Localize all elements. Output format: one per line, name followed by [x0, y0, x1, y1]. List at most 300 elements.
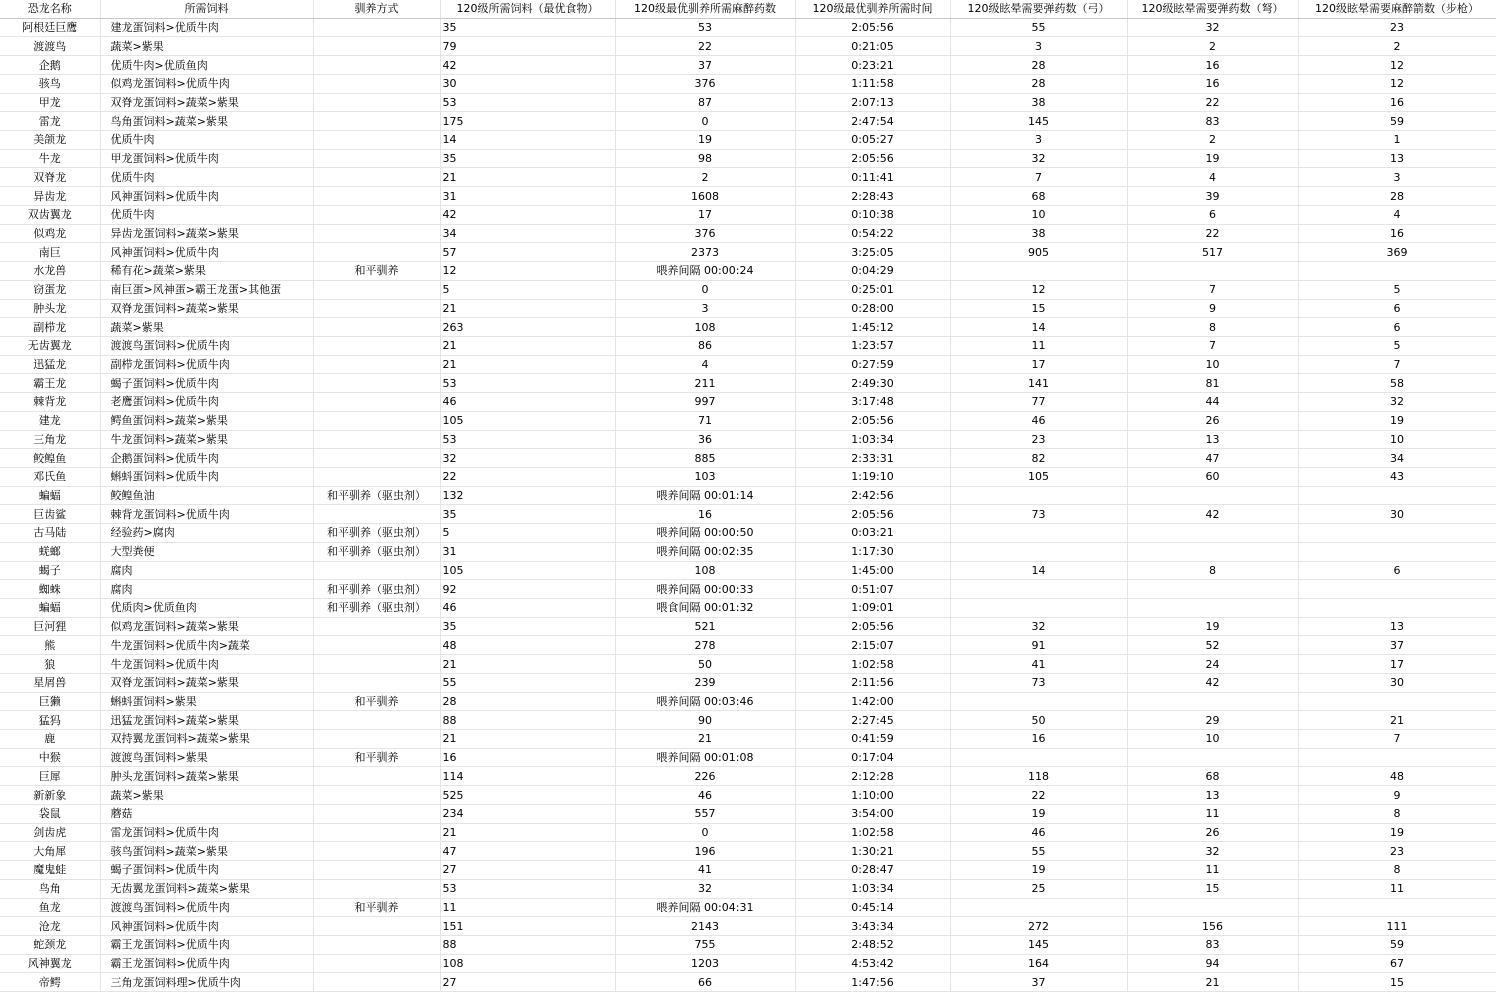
cell-time[interactable]: 2:05:56: [795, 149, 950, 168]
cell-crossbow[interactable]: 81: [1127, 374, 1298, 393]
cell-method[interactable]: [313, 767, 440, 786]
cell-rifle[interactable]: [1298, 898, 1496, 917]
cell-time[interactable]: 0:45:14: [795, 898, 950, 917]
cell-crossbow[interactable]: 7: [1127, 336, 1298, 355]
cell-narcotics[interactable]: 0: [615, 823, 795, 842]
cell-time[interactable]: 1:10:00: [795, 786, 950, 805]
cell-feed-amount[interactable]: 105: [440, 561, 615, 580]
cell-crossbow[interactable]: 19: [1127, 149, 1298, 168]
cell-name[interactable]: 邓氏鱼: [0, 467, 100, 486]
cell-narcotics[interactable]: 196: [615, 842, 795, 861]
cell-time[interactable]: 0:23:21: [795, 56, 950, 75]
cell-crossbow[interactable]: 2: [1127, 131, 1298, 150]
cell-method[interactable]: [313, 224, 440, 243]
cell-bow[interactable]: 3: [950, 37, 1127, 56]
cell-feed[interactable]: 风神蛋饲料>优质牛肉: [100, 917, 313, 936]
cell-rifle[interactable]: [1298, 599, 1496, 618]
cell-feed-amount[interactable]: 21: [440, 730, 615, 749]
cell-crossbow[interactable]: 32: [1127, 18, 1298, 37]
cell-method[interactable]: [313, 730, 440, 749]
cell-bow[interactable]: 145: [950, 112, 1127, 131]
cell-rifle[interactable]: 12: [1298, 56, 1496, 75]
cell-feed-amount[interactable]: 14: [440, 131, 615, 150]
cell-bow[interactable]: 68: [950, 187, 1127, 206]
cell-method[interactable]: [313, 168, 440, 187]
cell-time[interactable]: 1:02:58: [795, 823, 950, 842]
cell-rifle[interactable]: 30: [1298, 673, 1496, 692]
cell-rifle[interactable]: 21: [1298, 711, 1496, 730]
cell-rifle[interactable]: 16: [1298, 93, 1496, 112]
cell-feed[interactable]: 蝌蚪蛋饲料>优质牛肉: [100, 467, 313, 486]
cell-narcotics[interactable]: 22: [615, 37, 795, 56]
cell-bow[interactable]: [950, 542, 1127, 561]
cell-feed[interactable]: 建龙蛋饲料>优质牛肉: [100, 18, 313, 37]
cell-feed[interactable]: 腐肉: [100, 580, 313, 599]
cell-time[interactable]: 0:27:59: [795, 355, 950, 374]
cell-feed[interactable]: 渡渡鸟蛋饲料>紫果: [100, 748, 313, 767]
cell-time[interactable]: 2:48:52: [795, 935, 950, 954]
cell-method[interactable]: [313, 786, 440, 805]
cell-crossbow[interactable]: 26: [1127, 411, 1298, 430]
cell-bow[interactable]: [950, 599, 1127, 618]
cell-crossbow[interactable]: 11: [1127, 861, 1298, 880]
cell-narcotics[interactable]: 2373: [615, 243, 795, 262]
cell-rifle[interactable]: 59: [1298, 935, 1496, 954]
cell-rifle[interactable]: 28: [1298, 187, 1496, 206]
cell-method[interactable]: [313, 74, 440, 93]
cell-method[interactable]: [313, 112, 440, 131]
cell-crossbow[interactable]: [1127, 542, 1298, 561]
cell-method[interactable]: [313, 355, 440, 374]
cell-bow[interactable]: [950, 486, 1127, 505]
cell-feed[interactable]: 副栉龙蛋饲料>优质牛肉: [100, 355, 313, 374]
cell-bow[interactable]: 50: [950, 711, 1127, 730]
cell-narcotics[interactable]: 103: [615, 467, 795, 486]
cell-name[interactable]: 无齿翼龙: [0, 336, 100, 355]
cell-feed-amount[interactable]: 234: [440, 804, 615, 823]
cell-bow[interactable]: 73: [950, 673, 1127, 692]
cell-time[interactable]: 2:49:30: [795, 374, 950, 393]
cell-name[interactable]: 蝎子: [0, 561, 100, 580]
cell-bow[interactable]: 17: [950, 355, 1127, 374]
cell-time[interactable]: 2:42:56: [795, 486, 950, 505]
cell-feed-amount[interactable]: 5: [440, 524, 615, 543]
cell-feed-amount[interactable]: 16: [440, 748, 615, 767]
cell-bow[interactable]: 46: [950, 411, 1127, 430]
cell-rifle[interactable]: 6: [1298, 318, 1496, 337]
cell-crossbow[interactable]: [1127, 262, 1298, 281]
cell-crossbow[interactable]: 94: [1127, 954, 1298, 973]
cell-rifle[interactable]: 34: [1298, 449, 1496, 468]
cell-feed[interactable]: 优质牛肉: [100, 168, 313, 187]
cell-name[interactable]: 企鹅: [0, 56, 100, 75]
cell-feed[interactable]: 风神蛋饲料>优质牛肉: [100, 187, 313, 206]
cell-feed-amount[interactable]: 35: [440, 149, 615, 168]
cell-bow[interactable]: 164: [950, 954, 1127, 973]
cell-narcotics[interactable]: 521: [615, 617, 795, 636]
cell-time[interactable]: 2:05:56: [795, 18, 950, 37]
cell-time[interactable]: 2:05:56: [795, 505, 950, 524]
cell-name[interactable]: 巨犀: [0, 767, 100, 786]
cell-time[interactable]: 0:28:47: [795, 861, 950, 880]
cell-narcotics[interactable]: 21: [615, 730, 795, 749]
cell-feed[interactable]: 老鹰蛋饲料>优质牛肉: [100, 393, 313, 412]
cell-time[interactable]: 0:51:07: [795, 580, 950, 599]
cell-rifle[interactable]: 19: [1298, 411, 1496, 430]
cell-feed[interactable]: 大型粪便: [100, 542, 313, 561]
cell-name[interactable]: 巨齿鲨: [0, 505, 100, 524]
cell-bow[interactable]: [950, 524, 1127, 543]
cell-bow[interactable]: 25: [950, 879, 1127, 898]
cell-bow[interactable]: 38: [950, 93, 1127, 112]
cell-bow[interactable]: 7: [950, 168, 1127, 187]
cell-method[interactable]: [313, 393, 440, 412]
cell-name[interactable]: 古马陆: [0, 524, 100, 543]
cell-method[interactable]: [313, 655, 440, 674]
cell-feed-amount[interactable]: 46: [440, 393, 615, 412]
cell-narcotics[interactable]: 0: [615, 280, 795, 299]
cell-rifle[interactable]: 369: [1298, 243, 1496, 262]
cell-time[interactable]: 1:23:57: [795, 336, 950, 355]
cell-narcotics[interactable]: 50: [615, 655, 795, 674]
cell-name[interactable]: 魔鬼蛙: [0, 861, 100, 880]
cell-feed-amount[interactable]: 53: [440, 879, 615, 898]
cell-method[interactable]: [313, 636, 440, 655]
cell-feed-amount[interactable]: 21: [440, 355, 615, 374]
cell-feed[interactable]: 甲龙蛋饲料>优质牛肉: [100, 149, 313, 168]
cell-rifle[interactable]: [1298, 486, 1496, 505]
cell-time[interactable]: 0:25:01: [795, 280, 950, 299]
cell-method[interactable]: [313, 336, 440, 355]
cell-rifle[interactable]: 67: [1298, 954, 1496, 973]
col-header-narcotics[interactable]: 120级最优驯养所需麻醉药数: [615, 0, 795, 18]
cell-time[interactable]: 1:30:21: [795, 842, 950, 861]
cell-feed-amount[interactable]: 35: [440, 505, 615, 524]
cell-rifle[interactable]: 19: [1298, 823, 1496, 842]
cell-feed-amount[interactable]: 21: [440, 823, 615, 842]
cell-feed[interactable]: 蔬菜>紫果: [100, 37, 313, 56]
cell-narcotics[interactable]: 喂养间隔 00:00:50: [615, 524, 795, 543]
cell-name[interactable]: 肿头龙: [0, 299, 100, 318]
cell-crossbow[interactable]: 24: [1127, 655, 1298, 674]
cell-bow[interactable]: [950, 898, 1127, 917]
cell-method[interactable]: [313, 449, 440, 468]
cell-method[interactable]: [313, 131, 440, 150]
cell-crossbow[interactable]: 39: [1127, 187, 1298, 206]
cell-crossbow[interactable]: 83: [1127, 112, 1298, 131]
cell-narcotics[interactable]: 喂养间隔 00:00:24: [615, 262, 795, 281]
cell-crossbow[interactable]: 21: [1127, 973, 1298, 992]
cell-time[interactable]: 3:54:00: [795, 804, 950, 823]
cell-crossbow[interactable]: 10: [1127, 355, 1298, 374]
cell-name[interactable]: 水龙兽: [0, 262, 100, 281]
cell-time[interactable]: 1:45:00: [795, 561, 950, 580]
cell-narcotics[interactable]: 108: [615, 561, 795, 580]
cell-method[interactable]: [313, 935, 440, 954]
cell-method[interactable]: [313, 842, 440, 861]
cell-feed[interactable]: 牛龙蛋饲料>优质牛肉: [100, 655, 313, 674]
cell-narcotics[interactable]: 1203: [615, 954, 795, 973]
col-header-crossbow[interactable]: 120级眩晕需要弹药数（弩）: [1127, 0, 1298, 18]
cell-crossbow[interactable]: 22: [1127, 224, 1298, 243]
cell-crossbow[interactable]: 68: [1127, 767, 1298, 786]
cell-narcotics[interactable]: 86: [615, 336, 795, 355]
cell-rifle[interactable]: [1298, 692, 1496, 711]
cell-rifle[interactable]: 59: [1298, 112, 1496, 131]
cell-time[interactable]: 1:47:56: [795, 973, 950, 992]
cell-rifle[interactable]: 6: [1298, 561, 1496, 580]
cell-crossbow[interactable]: 6: [1127, 205, 1298, 224]
cell-narcotics[interactable]: 32: [615, 879, 795, 898]
cell-crossbow[interactable]: 10: [1127, 730, 1298, 749]
cell-time[interactable]: 1:02:58: [795, 655, 950, 674]
cell-feed-amount[interactable]: 21: [440, 299, 615, 318]
cell-crossbow[interactable]: 4: [1127, 168, 1298, 187]
cell-narcotics[interactable]: 2: [615, 168, 795, 187]
cell-name[interactable]: 美颌龙: [0, 131, 100, 150]
cell-feed-amount[interactable]: 525: [440, 786, 615, 805]
col-header-time[interactable]: 120级最优驯养所需时间: [795, 0, 950, 18]
cell-feed[interactable]: 牛龙蛋饲料>蔬菜>紫果: [100, 430, 313, 449]
cell-name[interactable]: 棘背龙: [0, 393, 100, 412]
cell-crossbow[interactable]: 13: [1127, 430, 1298, 449]
cell-time[interactable]: 0:11:41: [795, 168, 950, 187]
cell-narcotics[interactable]: 16: [615, 505, 795, 524]
cell-method[interactable]: 和平驯养: [313, 692, 440, 711]
cell-name[interactable]: 鸟角: [0, 879, 100, 898]
cell-feed-amount[interactable]: 22: [440, 467, 615, 486]
cell-name[interactable]: 南巨: [0, 243, 100, 262]
cell-bow[interactable]: 77: [950, 393, 1127, 412]
cell-time[interactable]: 2:07:13: [795, 93, 950, 112]
cell-crossbow[interactable]: [1127, 692, 1298, 711]
cell-feed[interactable]: 双脊龙蛋饲料>蔬菜>紫果: [100, 93, 313, 112]
cell-method[interactable]: [313, 149, 440, 168]
cell-bow[interactable]: 38: [950, 224, 1127, 243]
col-header-rifle[interactable]: 120级眩晕需要麻醉箭数（步枪）: [1298, 0, 1496, 18]
cell-method[interactable]: [313, 973, 440, 992]
cell-narcotics[interactable]: 885: [615, 449, 795, 468]
cell-rifle[interactable]: [1298, 262, 1496, 281]
cell-feed-amount[interactable]: 79: [440, 37, 615, 56]
cell-feed-amount[interactable]: 27: [440, 973, 615, 992]
cell-bow[interactable]: 55: [950, 18, 1127, 37]
cell-rifle[interactable]: 16: [1298, 224, 1496, 243]
cell-feed[interactable]: 企鹅蛋饲料>优质牛肉: [100, 449, 313, 468]
cell-bow[interactable]: 14: [950, 561, 1127, 580]
cell-crossbow[interactable]: 9: [1127, 299, 1298, 318]
cell-narcotics[interactable]: 36: [615, 430, 795, 449]
cell-feed[interactable]: 似鸡龙蛋饲料>优质牛肉: [100, 74, 313, 93]
cell-crossbow[interactable]: 7: [1127, 280, 1298, 299]
cell-method[interactable]: [313, 711, 440, 730]
cell-feed-amount[interactable]: 42: [440, 56, 615, 75]
cell-name[interactable]: 三角龙: [0, 430, 100, 449]
cell-feed[interactable]: 稀有花>蔬菜>紫果: [100, 262, 313, 281]
cell-feed-amount[interactable]: 263: [440, 318, 615, 337]
cell-time[interactable]: 1:42:00: [795, 692, 950, 711]
cell-feed[interactable]: 优质牛肉>优质鱼肉: [100, 56, 313, 75]
cell-crossbow[interactable]: 29: [1127, 711, 1298, 730]
cell-feed[interactable]: 肿头龙蛋饲料>蔬菜>紫果: [100, 767, 313, 786]
cell-narcotics[interactable]: 19: [615, 131, 795, 150]
cell-name[interactable]: 猛犸: [0, 711, 100, 730]
cell-rifle[interactable]: 23: [1298, 18, 1496, 37]
cell-name[interactable]: 双齿翼龙: [0, 205, 100, 224]
cell-crossbow[interactable]: 15: [1127, 879, 1298, 898]
cell-method[interactable]: [313, 93, 440, 112]
cell-bow[interactable]: 55: [950, 842, 1127, 861]
cell-crossbow[interactable]: 16: [1127, 74, 1298, 93]
cell-time[interactable]: 0:04:29: [795, 262, 950, 281]
cell-bow[interactable]: 73: [950, 505, 1127, 524]
cell-bow[interactable]: 28: [950, 74, 1127, 93]
cell-narcotics[interactable]: 0: [615, 112, 795, 131]
cell-rifle[interactable]: 23: [1298, 842, 1496, 861]
cell-bow[interactable]: 19: [950, 804, 1127, 823]
cell-bow[interactable]: 16: [950, 730, 1127, 749]
cell-method[interactable]: 和平驯养（驱虫剂）: [313, 486, 440, 505]
cell-time[interactable]: 2:12:28: [795, 767, 950, 786]
cell-name[interactable]: 剑齿虎: [0, 823, 100, 842]
cell-time[interactable]: 2:05:56: [795, 411, 950, 430]
cell-feed[interactable]: 棘背龙蛋饲料>优质牛肉: [100, 505, 313, 524]
cell-method[interactable]: 和平驯养: [313, 898, 440, 917]
cell-rifle[interactable]: 7: [1298, 730, 1496, 749]
cell-time[interactable]: 0:28:00: [795, 299, 950, 318]
cell-feed-amount[interactable]: 151: [440, 917, 615, 936]
cell-time[interactable]: 2:33:31: [795, 449, 950, 468]
cell-rifle[interactable]: [1298, 580, 1496, 599]
cell-feed[interactable]: 迅猛龙蛋饲料>蔬菜>紫果: [100, 711, 313, 730]
cell-rifle[interactable]: 111: [1298, 917, 1496, 936]
cell-name[interactable]: 霸王龙: [0, 374, 100, 393]
cell-name[interactable]: 窃蛋龙: [0, 280, 100, 299]
cell-method[interactable]: 和平驯养（驱虫剂）: [313, 599, 440, 618]
cell-feed[interactable]: 鲛鳇鱼油: [100, 486, 313, 505]
cell-rifle[interactable]: 11: [1298, 879, 1496, 898]
cell-bow[interactable]: 46: [950, 823, 1127, 842]
cell-feed[interactable]: 优质牛肉: [100, 131, 313, 150]
cell-feed[interactable]: 骇鸟蛋饲料>蔬菜>紫果: [100, 842, 313, 861]
cell-feed[interactable]: 腐肉: [100, 561, 313, 580]
cell-bow[interactable]: 37: [950, 973, 1127, 992]
cell-feed-amount[interactable]: 92: [440, 580, 615, 599]
cell-time[interactable]: 2:05:56: [795, 617, 950, 636]
cell-name[interactable]: 大角犀: [0, 842, 100, 861]
cell-rifle[interactable]: 48: [1298, 767, 1496, 786]
cell-rifle[interactable]: [1298, 748, 1496, 767]
cell-rifle[interactable]: 5: [1298, 336, 1496, 355]
col-header-name[interactable]: 恐龙名称: [0, 0, 100, 18]
cell-name[interactable]: 蝙蝠: [0, 599, 100, 618]
cell-bow[interactable]: 105: [950, 467, 1127, 486]
cell-feed-amount[interactable]: 53: [440, 374, 615, 393]
cell-feed[interactable]: 蝎子蛋饲料>优质牛肉: [100, 861, 313, 880]
cell-feed[interactable]: 双脊龙蛋饲料>蔬菜>紫果: [100, 299, 313, 318]
cell-rifle[interactable]: 32: [1298, 393, 1496, 412]
cell-crossbow[interactable]: 517: [1127, 243, 1298, 262]
cell-name[interactable]: 帝鳄: [0, 973, 100, 992]
cell-narcotics[interactable]: 376: [615, 224, 795, 243]
cell-name[interactable]: 雷龙: [0, 112, 100, 131]
cell-name[interactable]: 双脊龙: [0, 168, 100, 187]
cell-narcotics[interactable]: 239: [615, 673, 795, 692]
cell-method[interactable]: [313, 411, 440, 430]
cell-feed-amount[interactable]: 48: [440, 636, 615, 655]
cell-feed-amount[interactable]: 175: [440, 112, 615, 131]
cell-feed[interactable]: 霸王龙蛋饲料>优质牛肉: [100, 935, 313, 954]
cell-time[interactable]: 2:27:45: [795, 711, 950, 730]
cell-feed[interactable]: 无齿翼龙蛋饲料>蔬菜>紫果: [100, 879, 313, 898]
cell-time[interactable]: 0:54:22: [795, 224, 950, 243]
cell-name[interactable]: 鱼龙: [0, 898, 100, 917]
cell-narcotics[interactable]: 1608: [615, 187, 795, 206]
cell-method[interactable]: [313, 617, 440, 636]
cell-feed-amount[interactable]: 32: [440, 449, 615, 468]
cell-bow[interactable]: 22: [950, 786, 1127, 805]
cell-bow[interactable]: 14: [950, 318, 1127, 337]
cell-rifle[interactable]: 58: [1298, 374, 1496, 393]
cell-feed-amount[interactable]: 21: [440, 655, 615, 674]
cell-crossbow[interactable]: 19: [1127, 617, 1298, 636]
cell-bow[interactable]: [950, 262, 1127, 281]
cell-crossbow[interactable]: 52: [1127, 636, 1298, 655]
cell-name[interactable]: 骇鸟: [0, 74, 100, 93]
cell-rifle[interactable]: 4: [1298, 205, 1496, 224]
cell-crossbow[interactable]: 8: [1127, 318, 1298, 337]
cell-name[interactable]: 蜣螂: [0, 542, 100, 561]
cell-bow[interactable]: 118: [950, 767, 1127, 786]
col-header-feed-amount[interactable]: 120级所需饲料（最优食物）: [440, 0, 615, 18]
cell-name[interactable]: 蜘蛛: [0, 580, 100, 599]
cell-name[interactable]: 副栉龙: [0, 318, 100, 337]
cell-narcotics[interactable]: 997: [615, 393, 795, 412]
cell-time[interactable]: 0:05:27: [795, 131, 950, 150]
cell-narcotics[interactable]: 喂养间隔 00:02:35: [615, 542, 795, 561]
cell-feed-amount[interactable]: 108: [440, 954, 615, 973]
cell-method[interactable]: 和平驯养（驱虫剂）: [313, 524, 440, 543]
cell-feed-amount[interactable]: 105: [440, 411, 615, 430]
cell-narcotics[interactable]: 66: [615, 973, 795, 992]
cell-method[interactable]: [313, 430, 440, 449]
cell-method[interactable]: [313, 18, 440, 37]
cell-bow[interactable]: 905: [950, 243, 1127, 262]
cell-method[interactable]: [313, 37, 440, 56]
cell-time[interactable]: 1:11:58: [795, 74, 950, 93]
cell-bow[interactable]: 10: [950, 205, 1127, 224]
cell-feed-amount[interactable]: 47: [440, 842, 615, 861]
col-header-feed[interactable]: 所需饲料: [100, 0, 313, 18]
cell-time[interactable]: 3:25:05: [795, 243, 950, 262]
cell-method[interactable]: [313, 861, 440, 880]
cell-time[interactable]: 0:10:38: [795, 205, 950, 224]
cell-feed[interactable]: 经验药>腐肉: [100, 524, 313, 543]
cell-narcotics[interactable]: 喂食间隔 00:01:32: [615, 599, 795, 618]
cell-rifle[interactable]: 2: [1298, 37, 1496, 56]
cell-crossbow[interactable]: 83: [1127, 935, 1298, 954]
cell-feed[interactable]: 蔬菜>紫果: [100, 786, 313, 805]
cell-rifle[interactable]: 7: [1298, 355, 1496, 374]
cell-feed[interactable]: 三角龙蛋饲料理>优质牛肉: [100, 973, 313, 992]
cell-feed-amount[interactable]: 42: [440, 205, 615, 224]
cell-narcotics[interactable]: 376: [615, 74, 795, 93]
cell-method[interactable]: [313, 299, 440, 318]
cell-bow[interactable]: [950, 580, 1127, 599]
cell-feed-amount[interactable]: 28: [440, 692, 615, 711]
cell-bow[interactable]: [950, 692, 1127, 711]
cell-rifle[interactable]: 15: [1298, 973, 1496, 992]
